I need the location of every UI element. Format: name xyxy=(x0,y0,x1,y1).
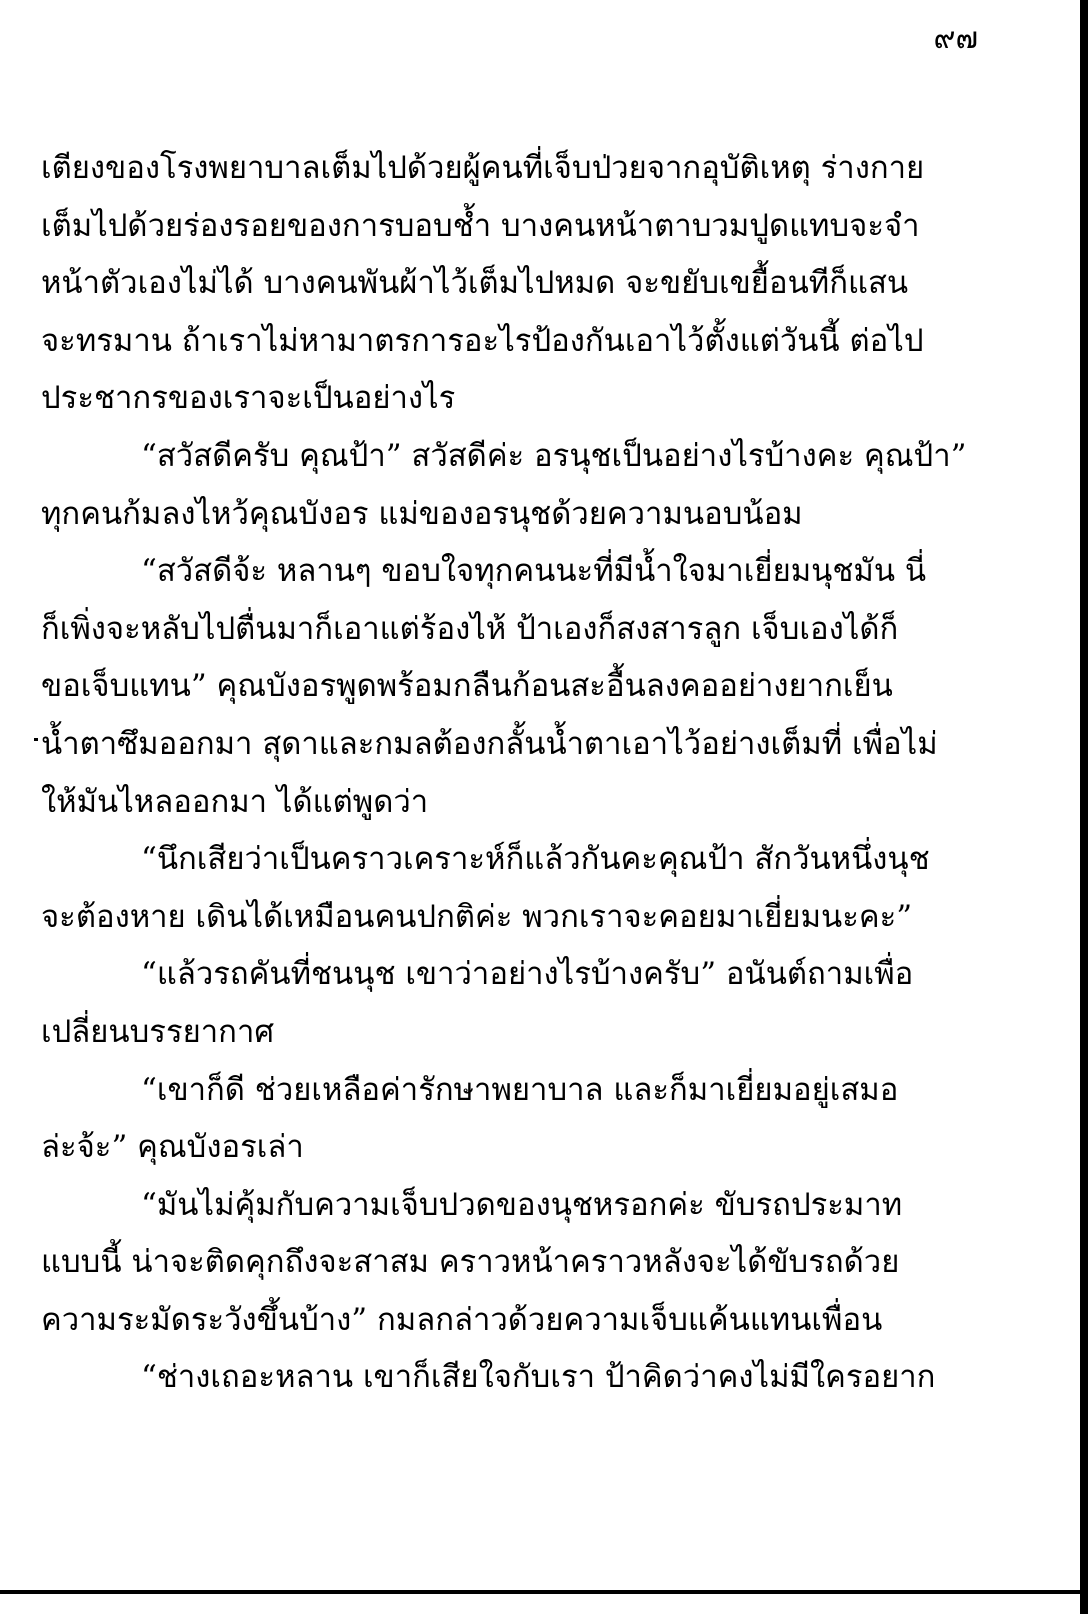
text-line: “เขาก็ดี ช่วยเหลือค่ารักษาพยาบาล และก็มาเยี่ยมอยู่เสมอ xyxy=(141,1071,899,1108)
scan-artifact-dot xyxy=(34,738,38,741)
paragraph xyxy=(41,1349,971,1407)
text-line: “สวัสดีจ้ะ หลานๆ ขอบใจทุกคนนะที่มีน้ำใจมาเยี่ยมนุชมัน นี่ xyxy=(141,553,927,590)
text-line: ขอเจ็บแทน” คุณบังอรพูดพร้อมกลืนก้อนสะอื้นลงคออย่างยากเย็น xyxy=(41,668,893,705)
text-line: แบบนี้ น่าจะติดคุกถึงจะสาสม คราวหน้าคราวหลังจะได้ขับรถด้วย xyxy=(41,1244,900,1281)
text-line: “นึกเสียว่าเป็นคราวเคราะห์ก็แล้วกันคะคุณป้า สักวันหนึ่งนุช xyxy=(141,841,930,878)
text-line: เตียงของโรงพยาบาลเต็มไปด้วยผู้คนที่เจ็บป่วยจากอุบัติเหตุ ร่างกาย xyxy=(41,150,925,186)
text-line: หน้าตัวเองไม่ได้ บางคนพันผ้าไว้เต็มไปหมด จะขยับเขยื้อนทีก็แสน xyxy=(41,265,909,302)
text-line: ให้มันไหลออกมา ได้แต่พูดว่า xyxy=(41,783,429,820)
text-line: “มันไม่คุ้มกับความเจ็บปวดของนุชหรอกค่ะ ขับรถประมาท xyxy=(141,1186,903,1223)
text-line: ทุกคนก้มลงไหว้คุณบังอร แม่ของอรนุชด้วยความนอบน้อม xyxy=(41,495,803,532)
paragraph xyxy=(41,946,971,1061)
text-line: เต็มไปด้วยร่องรอยของการบอบช้ำ บางคนหน้าตาบวมปูดแทบจะจำ xyxy=(41,207,920,244)
text-line: ประชากรของเราจะเป็นอย่างไร xyxy=(41,380,456,417)
text-line: “แล้วรถคันที่ชนนุช เขาว่าอย่างไรบ้างครับ” อนันต์ถามเพื่อ xyxy=(141,956,914,993)
text-line: ก็เพิ่งจะหลับไปตื่นมาก็เอาแต่ร้องไห้ ป้าเองก็สงสารลูก เจ็บเองได้ก็ xyxy=(41,610,899,647)
scan-edge-right xyxy=(1080,0,1088,1614)
body-text xyxy=(41,140,971,1407)
paragraph xyxy=(41,831,971,946)
paragraph xyxy=(41,543,971,831)
text-line: เปลี่ยนบรรยากาศ xyxy=(41,1013,275,1050)
text-line: จะทรมาน ถ้าเราไม่หามาตรการอะไรป้องกันเอาไว้ตั้งแต่วันนี้ ต่อไป xyxy=(41,322,924,359)
paragraph xyxy=(41,428,971,543)
paragraph xyxy=(41,1177,971,1350)
paragraph xyxy=(41,140,971,428)
text-line: ล่ะจ้ะ” คุณบังอรเล่า xyxy=(41,1129,304,1166)
text-line: “ช่างเถอะหลาน เขาก็เสียใจกับเรา ป้าคิดว่าคงไม่มีใครอยาก xyxy=(141,1359,936,1396)
text-line: น้ำตาซึมออกมา สุดาและกมลต้องกลั้นน้ำตาเอาไว้อย่างเต็มที่ เพื่อไม่ xyxy=(41,725,938,762)
text-line: “สวัสดีครับ คุณป้า” สวัสดีค่ะ อรนุชเป็นอย่างไรบ้างคะ คุณป้า” xyxy=(141,437,967,474)
page-number: ๙๗ xyxy=(933,21,978,56)
text-line: ความระมัดระวังขึ้นบ้าง” กมลกล่าวด้วยความเจ็บแค้นแทนเพื่อน xyxy=(41,1301,883,1338)
paragraph xyxy=(41,1062,971,1177)
text-line: จะต้องหาย เดินได้เหมือนคนปกติค่ะ พวกเราจะคอยมาเยี่ยมนะคะ” xyxy=(41,898,913,935)
scan-edge-bottom xyxy=(0,1590,1088,1594)
